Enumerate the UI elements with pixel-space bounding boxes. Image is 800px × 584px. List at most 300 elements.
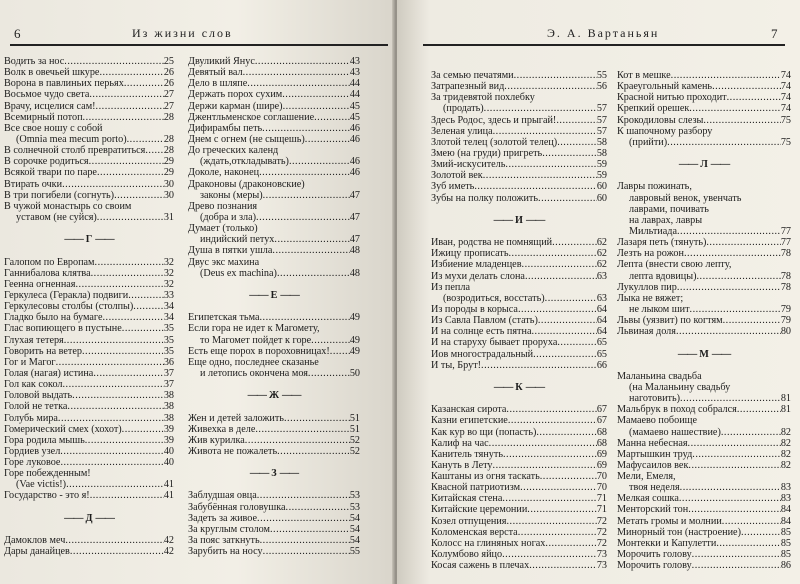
index-entry xyxy=(4,379,174,390)
entry-title: Глухая тетеря xyxy=(4,334,64,346)
dot-leader xyxy=(723,315,781,326)
entry-page-number: 62 xyxy=(596,248,607,260)
dot-leader xyxy=(697,271,781,282)
index-entry xyxy=(617,70,791,81)
entry-title: Из породы в корыса xyxy=(431,303,518,315)
entry-title: твоя неделя xyxy=(629,482,680,494)
index-entry xyxy=(4,78,174,89)
index-column-2 xyxy=(188,56,360,557)
entry-page-number: 59 xyxy=(596,170,607,182)
entry-title: За тридевятой похлебку xyxy=(431,92,535,104)
index-entry-line xyxy=(4,468,174,479)
entry-title: и летопись окончена моя xyxy=(200,367,308,379)
index-entry xyxy=(4,457,174,468)
dot-leader xyxy=(96,101,164,112)
index-entry xyxy=(617,393,791,404)
index-entry xyxy=(188,78,360,89)
index-entry xyxy=(617,271,791,282)
dot-leader xyxy=(518,304,597,315)
entry-title: Головой выдать xyxy=(4,390,73,402)
dot-leader xyxy=(260,535,350,546)
dot-leader xyxy=(509,248,597,259)
dot-leader xyxy=(684,248,781,259)
entry-page-number: 64 xyxy=(596,303,607,315)
spacer xyxy=(431,393,607,404)
entry-title: Манна небесная xyxy=(617,437,688,449)
entry-title: Двуликий Янус xyxy=(188,56,255,67)
section-letter xyxy=(431,382,607,393)
entry-page-number: 31 xyxy=(163,211,174,223)
entry-page-number: 82 xyxy=(780,437,791,449)
index-entry-line xyxy=(188,223,360,234)
spacer xyxy=(188,379,360,390)
entry-title: Как кур во щи (попасть) xyxy=(431,426,537,438)
entry-title: Лыка не вяжет; xyxy=(617,292,684,304)
index-entry-line xyxy=(617,193,791,204)
index-entry xyxy=(617,81,791,92)
dot-leader xyxy=(124,78,164,89)
index-entry xyxy=(4,101,174,112)
index-entry-line xyxy=(617,382,791,393)
entry-page-number: 82 xyxy=(780,448,791,460)
entry-page-number: 52 xyxy=(349,445,360,457)
index-entry xyxy=(188,546,360,557)
index-entry xyxy=(617,115,791,126)
entry-title: (добра и зла) xyxy=(200,211,257,223)
entry-title: (Omnia mea mecum porto) xyxy=(16,133,127,145)
entry-title: Мелкая сошка xyxy=(617,493,679,505)
index-entry xyxy=(188,268,360,279)
entry-page-number: 57 xyxy=(596,114,607,126)
entry-page-number: 46 xyxy=(349,133,360,145)
section-letter xyxy=(4,513,174,524)
index-entry xyxy=(617,427,791,438)
index-entry-line xyxy=(617,215,791,226)
index-entry-line xyxy=(188,257,360,268)
dot-leader xyxy=(493,460,597,471)
dot-leader xyxy=(89,89,163,100)
dot-leader xyxy=(274,234,349,245)
entry-title: индийский петух xyxy=(200,234,275,246)
entry-title: уставом (не суйся) xyxy=(16,211,97,223)
entry-page-number: 46 xyxy=(349,122,360,134)
index-entry-line xyxy=(431,92,607,103)
index-entry xyxy=(4,535,174,546)
entry-title: Квасной патриотизм xyxy=(431,482,521,494)
entry-page-number: 74 xyxy=(780,81,791,93)
entry-title: Доколе, наконец xyxy=(188,167,260,179)
entry-page-number: 25 xyxy=(163,56,174,67)
entry-title: Гог и Магог xyxy=(4,356,56,368)
entry-page-number: 38 xyxy=(163,412,174,424)
index-entry xyxy=(431,237,607,248)
dot-leader xyxy=(493,126,597,137)
dot-leader xyxy=(505,159,596,170)
entry-page-number: 52 xyxy=(349,434,360,446)
dot-leader xyxy=(667,137,781,148)
entry-title: Еще одно, последнее сказанье xyxy=(188,356,319,368)
dot-leader xyxy=(85,435,164,446)
index-entry xyxy=(188,335,360,346)
entry-page-number: 62 xyxy=(596,259,607,271)
entry-title: В сорочке родиться xyxy=(4,156,89,168)
index-entry xyxy=(4,401,174,412)
entry-title: Лавры пожинать, xyxy=(617,181,692,193)
section-letter xyxy=(617,349,791,360)
index-entry xyxy=(431,527,607,538)
spacer xyxy=(431,204,607,215)
spacer xyxy=(188,457,360,468)
dot-leader xyxy=(63,379,164,390)
spacer xyxy=(188,401,360,412)
index-entry xyxy=(431,516,607,527)
entry-title: Морочить голову xyxy=(617,549,692,561)
entry-title: Джентльменское соглашение xyxy=(188,111,315,123)
entry-page-number: 78 xyxy=(780,270,791,282)
spacer xyxy=(4,524,174,535)
entry-page-number: 83 xyxy=(780,493,791,505)
entry-page-number: 56 xyxy=(596,81,607,93)
index-entry xyxy=(431,549,607,560)
entry-title: Врачу, исцелися сам! xyxy=(4,100,96,112)
dot-leader xyxy=(97,167,164,178)
entry-page-number: 79 xyxy=(780,315,791,327)
dot-leader xyxy=(102,312,163,323)
entry-title: К шапочному разбору xyxy=(617,125,713,137)
section-letter-text: —— Г —— xyxy=(61,234,116,245)
entry-page-number: 45 xyxy=(349,111,360,123)
entry-page-number: 51 xyxy=(349,412,360,424)
index-entry xyxy=(431,126,607,137)
dot-leader xyxy=(721,427,781,438)
entry-title: В чужой монастырь со своим xyxy=(4,200,132,212)
entry-page-number: 32 xyxy=(163,267,174,279)
dot-leader xyxy=(83,112,164,123)
dot-leader xyxy=(676,326,781,337)
index-entry-line xyxy=(188,145,360,156)
entry-title: (Vae victis!) xyxy=(16,479,67,491)
dot-leader xyxy=(289,156,350,167)
entry-title: Живехка в деле xyxy=(188,423,256,435)
index-entry xyxy=(4,212,174,223)
entry-page-number: 58 xyxy=(596,147,607,159)
dot-leader xyxy=(122,323,164,334)
dot-leader xyxy=(259,167,350,178)
index-entry-line xyxy=(617,293,791,304)
entry-title: Китайская стена xyxy=(431,493,503,505)
dot-leader xyxy=(474,181,597,192)
entry-title: Козел отпущения xyxy=(431,515,507,527)
index-entry-line xyxy=(617,126,791,137)
entry-title: Горе луковое xyxy=(4,457,61,469)
index-entry xyxy=(431,115,607,126)
entry-page-number: 81 xyxy=(780,404,791,416)
entry-title: Кануть в Лету xyxy=(431,459,493,471)
dot-leader xyxy=(536,427,596,438)
entry-page-number: 64 xyxy=(596,326,607,338)
index-entry xyxy=(188,212,360,223)
right-page xyxy=(397,0,800,584)
dot-leader xyxy=(508,415,597,426)
index-entry xyxy=(188,424,360,435)
dot-leader xyxy=(677,226,781,237)
dot-leader xyxy=(506,404,596,415)
index-entry xyxy=(4,156,174,167)
entry-page-number: 77 xyxy=(780,225,791,237)
entry-page-number: 74 xyxy=(780,103,791,115)
entry-title: Всякой твари по паре xyxy=(4,167,97,179)
entry-title: Заблудшая овца xyxy=(188,490,257,502)
index-entry-line xyxy=(188,357,360,368)
entry-page-number: 63 xyxy=(596,292,607,304)
entry-title: До греческих календ xyxy=(188,145,279,157)
entry-title: И на солнце есть пятна xyxy=(431,326,532,338)
index-entry xyxy=(188,435,360,446)
index-entry-line xyxy=(431,282,607,293)
entry-page-number: 75 xyxy=(780,114,791,126)
index-entry xyxy=(188,312,360,323)
dot-leader xyxy=(712,81,781,92)
entry-page-number: 55 xyxy=(349,546,360,558)
index-entry xyxy=(188,413,360,424)
entry-page-number: 63 xyxy=(596,270,607,282)
index-entry xyxy=(4,89,174,100)
entry-title: Голой не тетка xyxy=(4,401,68,413)
dot-leader xyxy=(741,527,781,538)
index-entry xyxy=(431,170,607,181)
index-entry xyxy=(431,482,607,493)
index-entry xyxy=(188,346,360,357)
section-letter xyxy=(4,234,174,245)
entry-page-number: 78 xyxy=(780,281,791,293)
entry-title: Голая (нагая) истина xyxy=(4,367,94,379)
entry-title: Избиение младенцев xyxy=(431,259,522,271)
index-entry xyxy=(617,315,791,326)
index-entry xyxy=(188,245,360,256)
entry-title: Из пепла xyxy=(431,281,470,293)
entry-title: Краеугольный камень xyxy=(617,81,713,93)
entry-title: Геенна огненная xyxy=(4,278,76,290)
entry-title: Из Савла Павлом (стать) xyxy=(431,315,538,327)
entry-title: Лезть на рожон xyxy=(617,248,684,260)
index-entry xyxy=(617,482,791,493)
spacer xyxy=(4,502,174,513)
index-entry xyxy=(4,424,174,435)
dot-leader xyxy=(82,346,164,357)
index-entry xyxy=(617,226,791,237)
entry-page-number: 74 xyxy=(780,70,791,81)
entry-page-number: 30 xyxy=(163,178,174,190)
index-entry xyxy=(188,535,360,546)
entry-page-number: 48 xyxy=(349,245,360,257)
entry-title: лепта вдовицы) xyxy=(629,270,697,282)
entry-page-number: 26 xyxy=(163,67,174,79)
entry-page-number: 72 xyxy=(596,537,607,549)
dot-leader xyxy=(484,103,597,114)
section-letter-text: —— И —— xyxy=(491,215,548,226)
entry-page-number: 38 xyxy=(163,401,174,413)
index-entry xyxy=(617,549,791,560)
entry-title: Мели, Емеля, xyxy=(617,471,676,483)
dot-leader xyxy=(95,257,164,268)
entry-title: Забубённая головушка xyxy=(188,501,286,513)
dot-leader xyxy=(692,449,781,460)
entry-title: Девятый вал xyxy=(188,67,243,79)
index-entry xyxy=(4,301,174,312)
dot-leader xyxy=(76,279,164,290)
entry-title: Ворона в павлиньих перьях xyxy=(4,78,124,90)
entry-title: Каштаны из огня таскать xyxy=(431,471,540,483)
index-entry xyxy=(188,123,360,134)
spacer xyxy=(4,223,174,234)
dot-leader xyxy=(262,123,350,134)
dot-leader xyxy=(283,101,350,112)
dot-leader xyxy=(531,326,596,337)
entry-page-number: 70 xyxy=(596,482,607,494)
dot-leader xyxy=(514,70,597,81)
dot-leader xyxy=(58,413,164,424)
index-entry xyxy=(431,349,607,360)
index-column-3 xyxy=(431,70,607,571)
entry-page-number: 60 xyxy=(596,192,607,204)
dot-leader xyxy=(737,404,781,415)
entry-title: наготовить) xyxy=(629,393,681,405)
index-entry xyxy=(188,524,360,535)
entry-page-number: 68 xyxy=(596,437,607,449)
index-entry xyxy=(431,293,607,304)
dot-leader xyxy=(56,357,164,368)
index-entry xyxy=(431,326,607,337)
index-column-4 xyxy=(617,70,791,571)
dot-leader xyxy=(127,134,164,145)
dot-leader xyxy=(311,335,350,346)
entry-page-number: 75 xyxy=(780,136,791,148)
entry-page-number: 30 xyxy=(163,189,174,201)
dot-leader xyxy=(145,145,163,156)
entry-page-number: 43 xyxy=(349,67,360,79)
dot-leader xyxy=(270,524,350,535)
index-entry xyxy=(188,190,360,201)
entry-page-number: 85 xyxy=(780,537,791,549)
index-entry xyxy=(431,70,607,81)
index-entry xyxy=(431,504,607,515)
entry-page-number: 48 xyxy=(349,267,360,279)
spacer xyxy=(431,371,607,382)
index-entry xyxy=(617,137,791,148)
entry-page-number: 32 xyxy=(163,256,174,268)
section-letter-text: —— Е —— xyxy=(246,290,302,301)
index-entry xyxy=(4,290,174,301)
index-entry xyxy=(617,248,791,259)
entry-title: Двус экс махина xyxy=(188,256,260,268)
dot-leader xyxy=(504,81,597,92)
entry-page-number: 47 xyxy=(349,211,360,223)
dot-leader xyxy=(66,479,164,490)
dot-leader xyxy=(716,538,780,549)
entry-title: Красной нитью проходит xyxy=(617,92,727,104)
entry-title: Гол как сокол xyxy=(4,379,63,391)
entry-title: (возродиться, восстать) xyxy=(443,292,545,304)
dot-leader xyxy=(557,137,597,148)
dot-leader xyxy=(489,438,597,449)
entry-title: Все свое ношу с собой xyxy=(4,122,103,134)
entry-title: Морочить голову xyxy=(617,560,692,572)
entry-page-number: 40 xyxy=(163,457,174,469)
index-entry xyxy=(617,560,791,571)
dot-leader xyxy=(62,179,164,190)
entry-title: (прийти) xyxy=(629,136,668,148)
entry-title: За пояс заткнуть xyxy=(188,535,260,547)
index-entry xyxy=(4,323,174,334)
dot-leader xyxy=(502,493,596,504)
dot-leader xyxy=(284,413,350,424)
entry-page-number: 84 xyxy=(780,515,791,527)
entry-title: Дифирамбы петь xyxy=(188,122,263,134)
dot-leader xyxy=(90,490,164,501)
index-entry xyxy=(4,368,174,379)
section-letter-text: —— Ж —— xyxy=(245,390,304,401)
entry-title: Водить за нос xyxy=(4,56,65,67)
dot-leader xyxy=(255,424,349,435)
dot-leader xyxy=(67,401,163,412)
index-entry xyxy=(188,167,360,178)
entry-title: Казанская сирота xyxy=(431,404,507,416)
entry-title: Глас вопиющего в пустыне xyxy=(4,323,122,335)
index-entry xyxy=(188,234,360,245)
entry-title: Из мухи делать слона xyxy=(431,270,525,282)
entry-page-number: 82 xyxy=(780,426,791,438)
entry-page-number: 85 xyxy=(780,549,791,561)
entry-page-number: 60 xyxy=(596,181,607,193)
index-entry xyxy=(617,326,791,337)
dot-leader xyxy=(259,312,349,323)
entry-title: Злотой телец (золотой телец) xyxy=(431,136,558,148)
index-entry xyxy=(617,504,791,515)
entry-title: Змею (на груди) пригреть xyxy=(431,147,543,159)
entry-page-number: 54 xyxy=(349,523,360,535)
entry-title: Кот в мешке xyxy=(617,70,671,81)
index-entry-line xyxy=(188,323,360,334)
entry-page-number: 50 xyxy=(349,367,360,379)
entry-title: Гора родила мышь xyxy=(4,434,85,446)
entry-title: Монтекки и Капулетти xyxy=(617,537,717,549)
entry-title: Говорить на ветер xyxy=(4,345,82,357)
spacer xyxy=(617,337,791,348)
entry-page-number: 55 xyxy=(596,70,607,81)
entry-title: Китайские церемонии xyxy=(431,504,528,516)
dot-leader xyxy=(99,67,163,78)
entry-title: Зубы на полку положить xyxy=(431,192,539,204)
entry-page-number: 67 xyxy=(596,415,607,427)
index-entry xyxy=(431,438,607,449)
entry-title: лаврами, почивать xyxy=(629,203,709,215)
section-letter-text: —— К —— xyxy=(491,382,547,393)
entry-title: Втирать очки xyxy=(4,178,63,190)
entry-page-number: 59 xyxy=(596,159,607,171)
dot-leader xyxy=(692,549,781,560)
entry-title: Всемирный потоп xyxy=(4,111,83,123)
dot-leader xyxy=(522,259,597,270)
index-entry xyxy=(4,112,174,123)
entry-title: (Deus ex machina) xyxy=(200,267,277,279)
entry-title: Мальбрук в поход собрался xyxy=(617,404,737,416)
dot-leader xyxy=(314,112,350,123)
entry-title: Ижицу прописать xyxy=(431,248,509,260)
entry-page-number: 44 xyxy=(349,89,360,101)
index-entry-line xyxy=(617,259,791,270)
entry-title: Живота не пожалеть xyxy=(188,445,278,457)
entry-page-number: 72 xyxy=(596,526,607,538)
